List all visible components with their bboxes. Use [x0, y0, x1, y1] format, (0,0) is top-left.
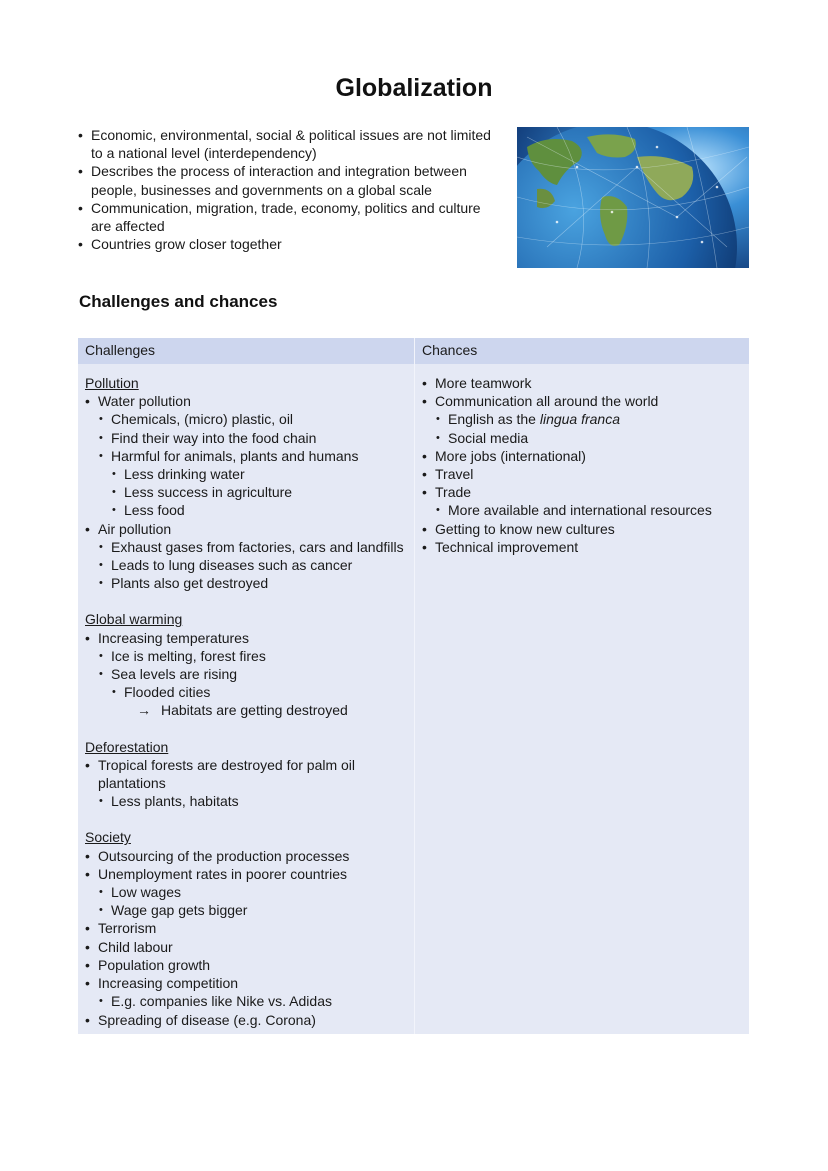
list-item: • Exhaust gases from factories, cars and landfills: [98, 538, 408, 556]
list-item: • Population growth: [85, 956, 408, 974]
list-item: • Less food: [111, 501, 408, 519]
category-pollution: Pollution: [85, 375, 139, 391]
page-title: Globalization: [335, 74, 493, 102]
pollution-list: [85, 392, 408, 592]
list-item: • Communication all around the world • English as the lingua franca • Social media: [422, 392, 743, 447]
chances-list: [422, 374, 743, 556]
list-item: • Increasing competition • E.g. companies like Nike vs. Adidas: [85, 974, 408, 1010]
globe-icon: [517, 127, 749, 268]
table-row: [78, 364, 749, 1034]
intro-item: • Countries grow closer together: [78, 235, 503, 253]
list-item: • Outsourcing of the production processes: [85, 847, 408, 865]
list-item: • Harmful for animals, plants and humans • Less drinking water • Less success in agriculture • Less food: [98, 447, 408, 520]
list-item: • Ice is melting, forest fires: [98, 647, 408, 665]
list-item: • Increasing temperatures • Ice is melting, forest fires • Sea levels are rising • Flooded cities → Habitats are getting destroyed: [85, 629, 408, 720]
category-society: Society: [85, 829, 131, 846]
list-item: • Plants also get destroyed: [98, 574, 408, 592]
intro-item: • Communication, migration, trade, economy, politics and culture are affected: [78, 199, 503, 235]
society-list: [85, 847, 408, 1029]
list-item: • E.g. companies like Nike vs. Adidas: [98, 992, 408, 1010]
header-challenges: Challenges: [78, 338, 415, 364]
list-item: • Flooded cities → Habitats are getting destroyed: [111, 683, 408, 719]
section-title: Challenges and chances: [79, 292, 278, 311]
list-item: • Spreading of disease (e.g. Corona): [85, 1011, 408, 1029]
list-item: • Low wages: [98, 883, 408, 901]
deforestation-list: [85, 756, 408, 811]
list-item: • Wage gap gets bigger: [98, 901, 408, 919]
list-item: • Sea levels are rising • Flooded cities → Habitats are getting destroyed: [98, 665, 408, 720]
list-item: • Find their way into the food chain: [98, 429, 408, 447]
list-item: • English as the lingua franca: [435, 410, 743, 428]
list-item: • Getting to know new cultures: [422, 520, 743, 538]
list-item: • Terrorism: [85, 919, 408, 937]
challenges-cell: [78, 364, 415, 1034]
list-item: • Child labour: [85, 938, 408, 956]
challenges-chances-table: [78, 338, 749, 1034]
chances-cell: [415, 364, 750, 1034]
list-item: • Less plants, habitats: [98, 792, 408, 810]
category-deforestation: Deforestation: [85, 738, 169, 755]
list-item: • Less success in agriculture: [111, 483, 408, 501]
list-item: • Social media: [435, 429, 743, 447]
list-item: • More available and international resources: [435, 501, 743, 519]
intro-item: • Economic, environmental, social & political issues are not limited to a national level (interdependency): [78, 126, 503, 162]
list-item: • Air pollution • Exhaust gases from factories, cars and landfills • Leads to lung diseases such as cancer • Plants also get destroyed: [85, 520, 408, 593]
list-item: • Water pollution • Chemicals, (micro) plastic, oil • Find their way into the food chain • Harmful for animals, plants and humans • Less drinking water • Less success in agriculture • Less food: [85, 392, 408, 519]
list-item: • Less drinking water: [111, 465, 408, 483]
list-item: • Leads to lung diseases such as cancer: [98, 556, 408, 574]
list-item: • More jobs (international): [422, 447, 743, 465]
warming-list: [85, 629, 408, 720]
globe-network-image: [517, 127, 749, 268]
list-item: • Tropical forests are destroyed for palm oil plantations • Less plants, habitats: [85, 756, 408, 811]
list-item: • Unemployment rates in poorer countries • Low wages • Wage gap gets bigger: [85, 865, 408, 920]
header-chances: Chances: [415, 338, 750, 364]
arrow-icon: →: [137, 702, 151, 719]
list-item: • Chemicals, (micro) plastic, oil: [98, 410, 408, 428]
intro-list: [78, 126, 503, 253]
list-item: • More teamwork: [422, 374, 743, 392]
list-item: • Trade • More available and international resources: [422, 483, 743, 519]
list-item: • Travel: [422, 465, 743, 483]
list-item: • Technical improvement: [422, 538, 743, 556]
intro-item: • Describes the process of interaction and integration between people, businesses and governments on a global scale: [78, 162, 503, 198]
table-header-row: [78, 338, 749, 364]
arrow-item: → Habitats are getting destroyed: [137, 702, 348, 719]
category-global-warming: Global warming: [85, 611, 183, 628]
